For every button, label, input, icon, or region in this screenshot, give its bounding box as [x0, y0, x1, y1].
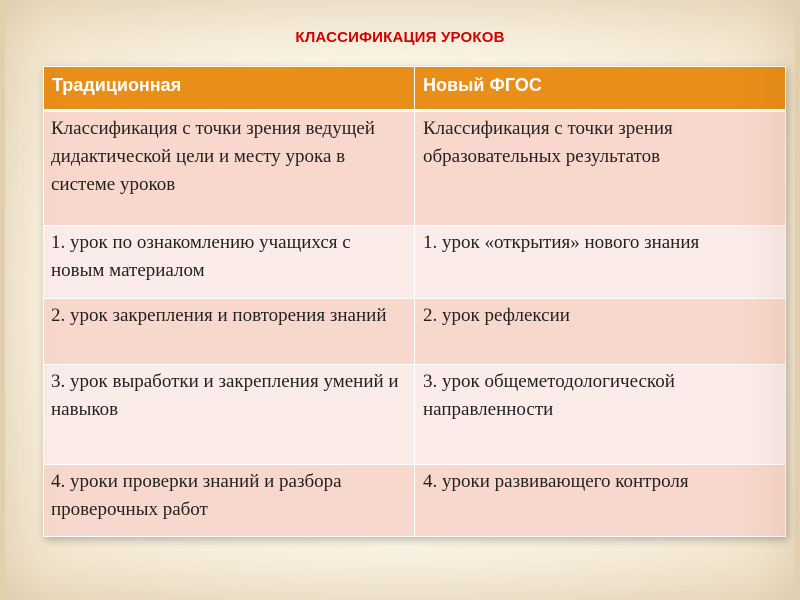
table-header-row	[44, 67, 786, 111]
cell-traditional: 2. урок закрепления и повторения знаний	[44, 299, 415, 365]
cell-traditional: 4. уроки проверки знаний и разбора проверочных работ	[44, 465, 415, 537]
cell-new-fgos: 3. урок общеметодологической направленности	[415, 365, 786, 465]
classification-table	[43, 66, 786, 537]
table-row	[44, 365, 786, 465]
cell-traditional: 3. урок выработки и закрепления умений и навыков	[44, 365, 415, 465]
table-row	[44, 465, 786, 537]
table-row	[44, 111, 786, 226]
cell-new-fgos: Классификация с точки зрения образовательных результатов	[415, 111, 786, 226]
header-new-fgos: Новый ФГОС	[415, 67, 786, 111]
header-traditional: Традиционная	[44, 67, 415, 111]
cell-new-fgos: 4. уроки развивающего контроля	[415, 465, 786, 537]
cell-traditional: Классификация с точки зрения ведущей дидактической цели и месту урока в системе уроков	[44, 111, 415, 226]
table-row	[44, 226, 786, 299]
cell-traditional: 1. урок по ознакомлению учащихся с новым материалом	[44, 226, 415, 299]
table-row	[44, 299, 786, 365]
slide-title: КЛАССИФИКАЦИЯ УРОКОВ	[295, 29, 505, 46]
cell-new-fgos: 1. урок «открытия» нового знания	[415, 226, 786, 299]
cell-new-fgos: 2. урок рефлексии	[415, 299, 786, 365]
